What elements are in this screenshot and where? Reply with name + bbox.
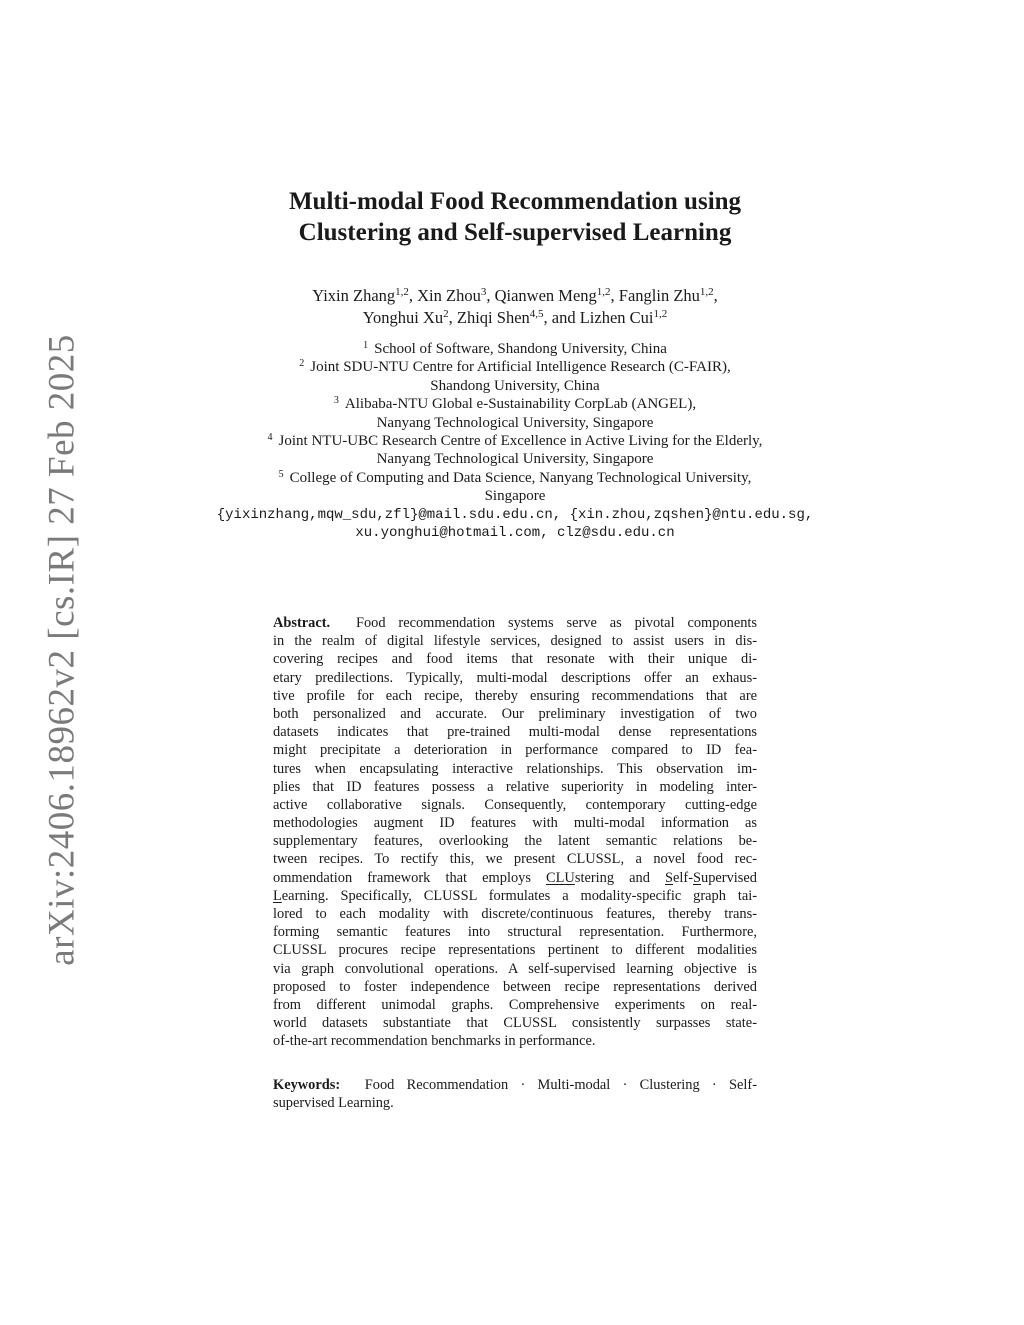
author-affil-mark: 4,5 [529,308,544,320]
email-line-2[interactable]: xu.yonghui@hotmail.com, clz@sdu.edu.cn [355,525,675,542]
title-line-1: Multi-modal Food Recommendation using [288,188,742,215]
author-affil-mark: 1,2 [395,286,409,298]
abstract-line: via graph convolutional operations. A self-supervised learning objective is [273,960,757,977]
abstract-line [273,614,757,632]
affiliation-number: 5 [278,468,284,480]
title-line-2: Clustering and Self-supervised Learning [298,219,732,246]
affiliation-4-cont: Nanyang Technological University, Singapore [376,451,654,468]
abstract-label: Abstract. [273,615,331,631]
abstract-text: stering and [574,869,650,886]
abstract-text: elf- [673,869,694,886]
acronym-underline: L [273,887,282,904]
author-affil-mark: 3 [480,286,487,298]
affiliation-5-cont: Singapore [484,488,546,505]
abstract-line: proposed to foster independence between recipe representations derived [273,978,757,995]
abstract-line: from different unimodal graphs. Comprehensive experiments on real- [273,996,757,1013]
abstract [273,614,757,1051]
affiliation-text: College of Computing and Data Science, Nanyang Technological University, [289,469,752,486]
abstract-line: etary predilections. Typically, multi-modal descriptions offer an exhaus- [273,669,757,686]
abstract-line [273,869,757,887]
abstract-line: might precipitate a deterioration in performance compared to ID fea- [273,742,757,759]
abstract-text: Food recommendation systems serve as pivotal components [355,615,757,631]
author-name: Fanglin Zhu [618,286,700,305]
author-name: Yixin Zhang [312,286,396,305]
abstract-line: methodologies augment ID features with multi-modal information as [273,815,757,832]
abstract-line: tween recipes. To rectify this, we present CLUSSL, a novel food rec- [273,851,757,868]
affiliation-text: School of Software, Shandong University, China [374,341,667,357]
author-affil-mark: 1,2 [699,286,714,298]
keywords-label: Keywords: [273,1077,341,1093]
abstract-line [273,887,757,905]
affiliation-text: Joint SDU-NTU Centre for Artificial Intelligence Research (C-FAIR), [310,359,731,376]
author-affil-mark: 1,2 [653,308,668,320]
keywords-line: supervised Learning. [273,1095,394,1112]
author-name: Qianwen Meng [494,286,597,305]
author-name: Xin Zhou [417,286,481,305]
abstract-line: supplementary features, overlooking the latent semantic relations be- [273,833,757,850]
abstract-line: covering recipes and food items that resonate with their unique di- [273,651,757,668]
keywords-text: Food Recommendation · Multi-modal · Clustering · Self- [364,1077,757,1093]
author-name: Yonghui Xu [362,308,444,327]
affiliation-number: 2 [299,358,305,370]
keywords-line [273,1076,757,1094]
affiliation-text: Alibaba-NTU Global e-Sustainability CorpLab (ANGEL), [344,396,697,413]
affiliation-text: Joint NTU-UBC Research Centre of Excellence in Active Living for the Elderly, [278,433,763,450]
affiliation-1 [190,340,840,358]
affiliation-3 [190,395,840,413]
abstract-line: world datasets substantiate that CLUSSL consistently surpasses state- [273,1015,757,1032]
author-line-2: Yonghui Xu$^2$, Zhiqi Shen$^{4,5}$, and Lizhen Cui$^{1,2}$ [362,308,668,327]
affiliation-2-cont: Shandong University, China [430,377,600,394]
abstract-line: of-the-art recommendation benchmarks in performance. [273,1033,596,1050]
author-affil-mark: 2 [443,308,449,320]
abstract-text: upervised [701,869,757,886]
abstract-line: plies that ID features possess a relative superiority in modeling inter- [273,778,757,795]
author-name: Lizhen Cui [579,308,654,327]
affiliation-2 [190,358,840,376]
affiliation-5 [190,469,840,487]
abstract-line: lored to each modality with discrete/continuous features, thereby trans- [273,906,757,922]
affiliation-4 [190,432,840,450]
author-name: Zhiqi Shen [456,308,530,327]
email-line-1[interactable]: {yixinzhang,mqw_sdu,zfl}@mail.sdu.edu.cn, {xin.zhou,zqshen}@ntu.edu.sg, [216,506,814,523]
acronym-underline: S [665,869,674,886]
author-line-1: Yixin Zhang$^{1,2}$, Xin Zhou$^3$, Qianwen Meng$^{1,2}$, Fanglin Zhu$^{1,2}$, [312,286,718,305]
abstract-line: datasets indicates that pre-trained multi-modal dense representations [273,724,757,741]
abstract-line: in the realm of digital lifestyle services, designed to assist users in dis- [273,633,757,650]
paper-title [240,186,790,248]
affiliation-number: 3 [333,395,339,407]
acronym-underline: CLU [546,869,575,886]
abstract-line: forming semantic features into structural representation. Furthermore, [273,924,757,941]
author-affil-mark: 1,2 [596,286,611,298]
affiliations [190,340,840,542]
abstract-line: both personalized and accurate. Our preliminary investigation of two [273,705,757,722]
abstract-line: tive profile for each recipe, thereby ensuring recommendations that are [273,687,757,704]
affiliation-number: 4 [267,432,273,444]
author-list [220,285,810,329]
abstract-line: active collaborative signals. Consequently, contemporary cutting-edge [273,796,757,813]
arxiv-identifier-stamp: arXiv:2406.18962v2 [cs.IR] 27 Feb 2025 [41,334,83,966]
acronym-underline: S [693,869,702,886]
affiliation-number: 1 [363,340,369,351]
keywords [273,1076,757,1112]
abstract-text: earning. Specifically, CLUSSL formulates a modality-specific graph tai- [281,887,757,904]
abstract-line: tures when encapsulating interactive relationships. This observation im- [273,760,757,777]
abstract-line: CLUSSL procures recipe representations pertinent to different modalities [273,942,757,959]
abstract-text: ommendation framework that employs [273,869,531,886]
affiliation-3-cont: Nanyang Technological University, Singapore [376,414,654,431]
